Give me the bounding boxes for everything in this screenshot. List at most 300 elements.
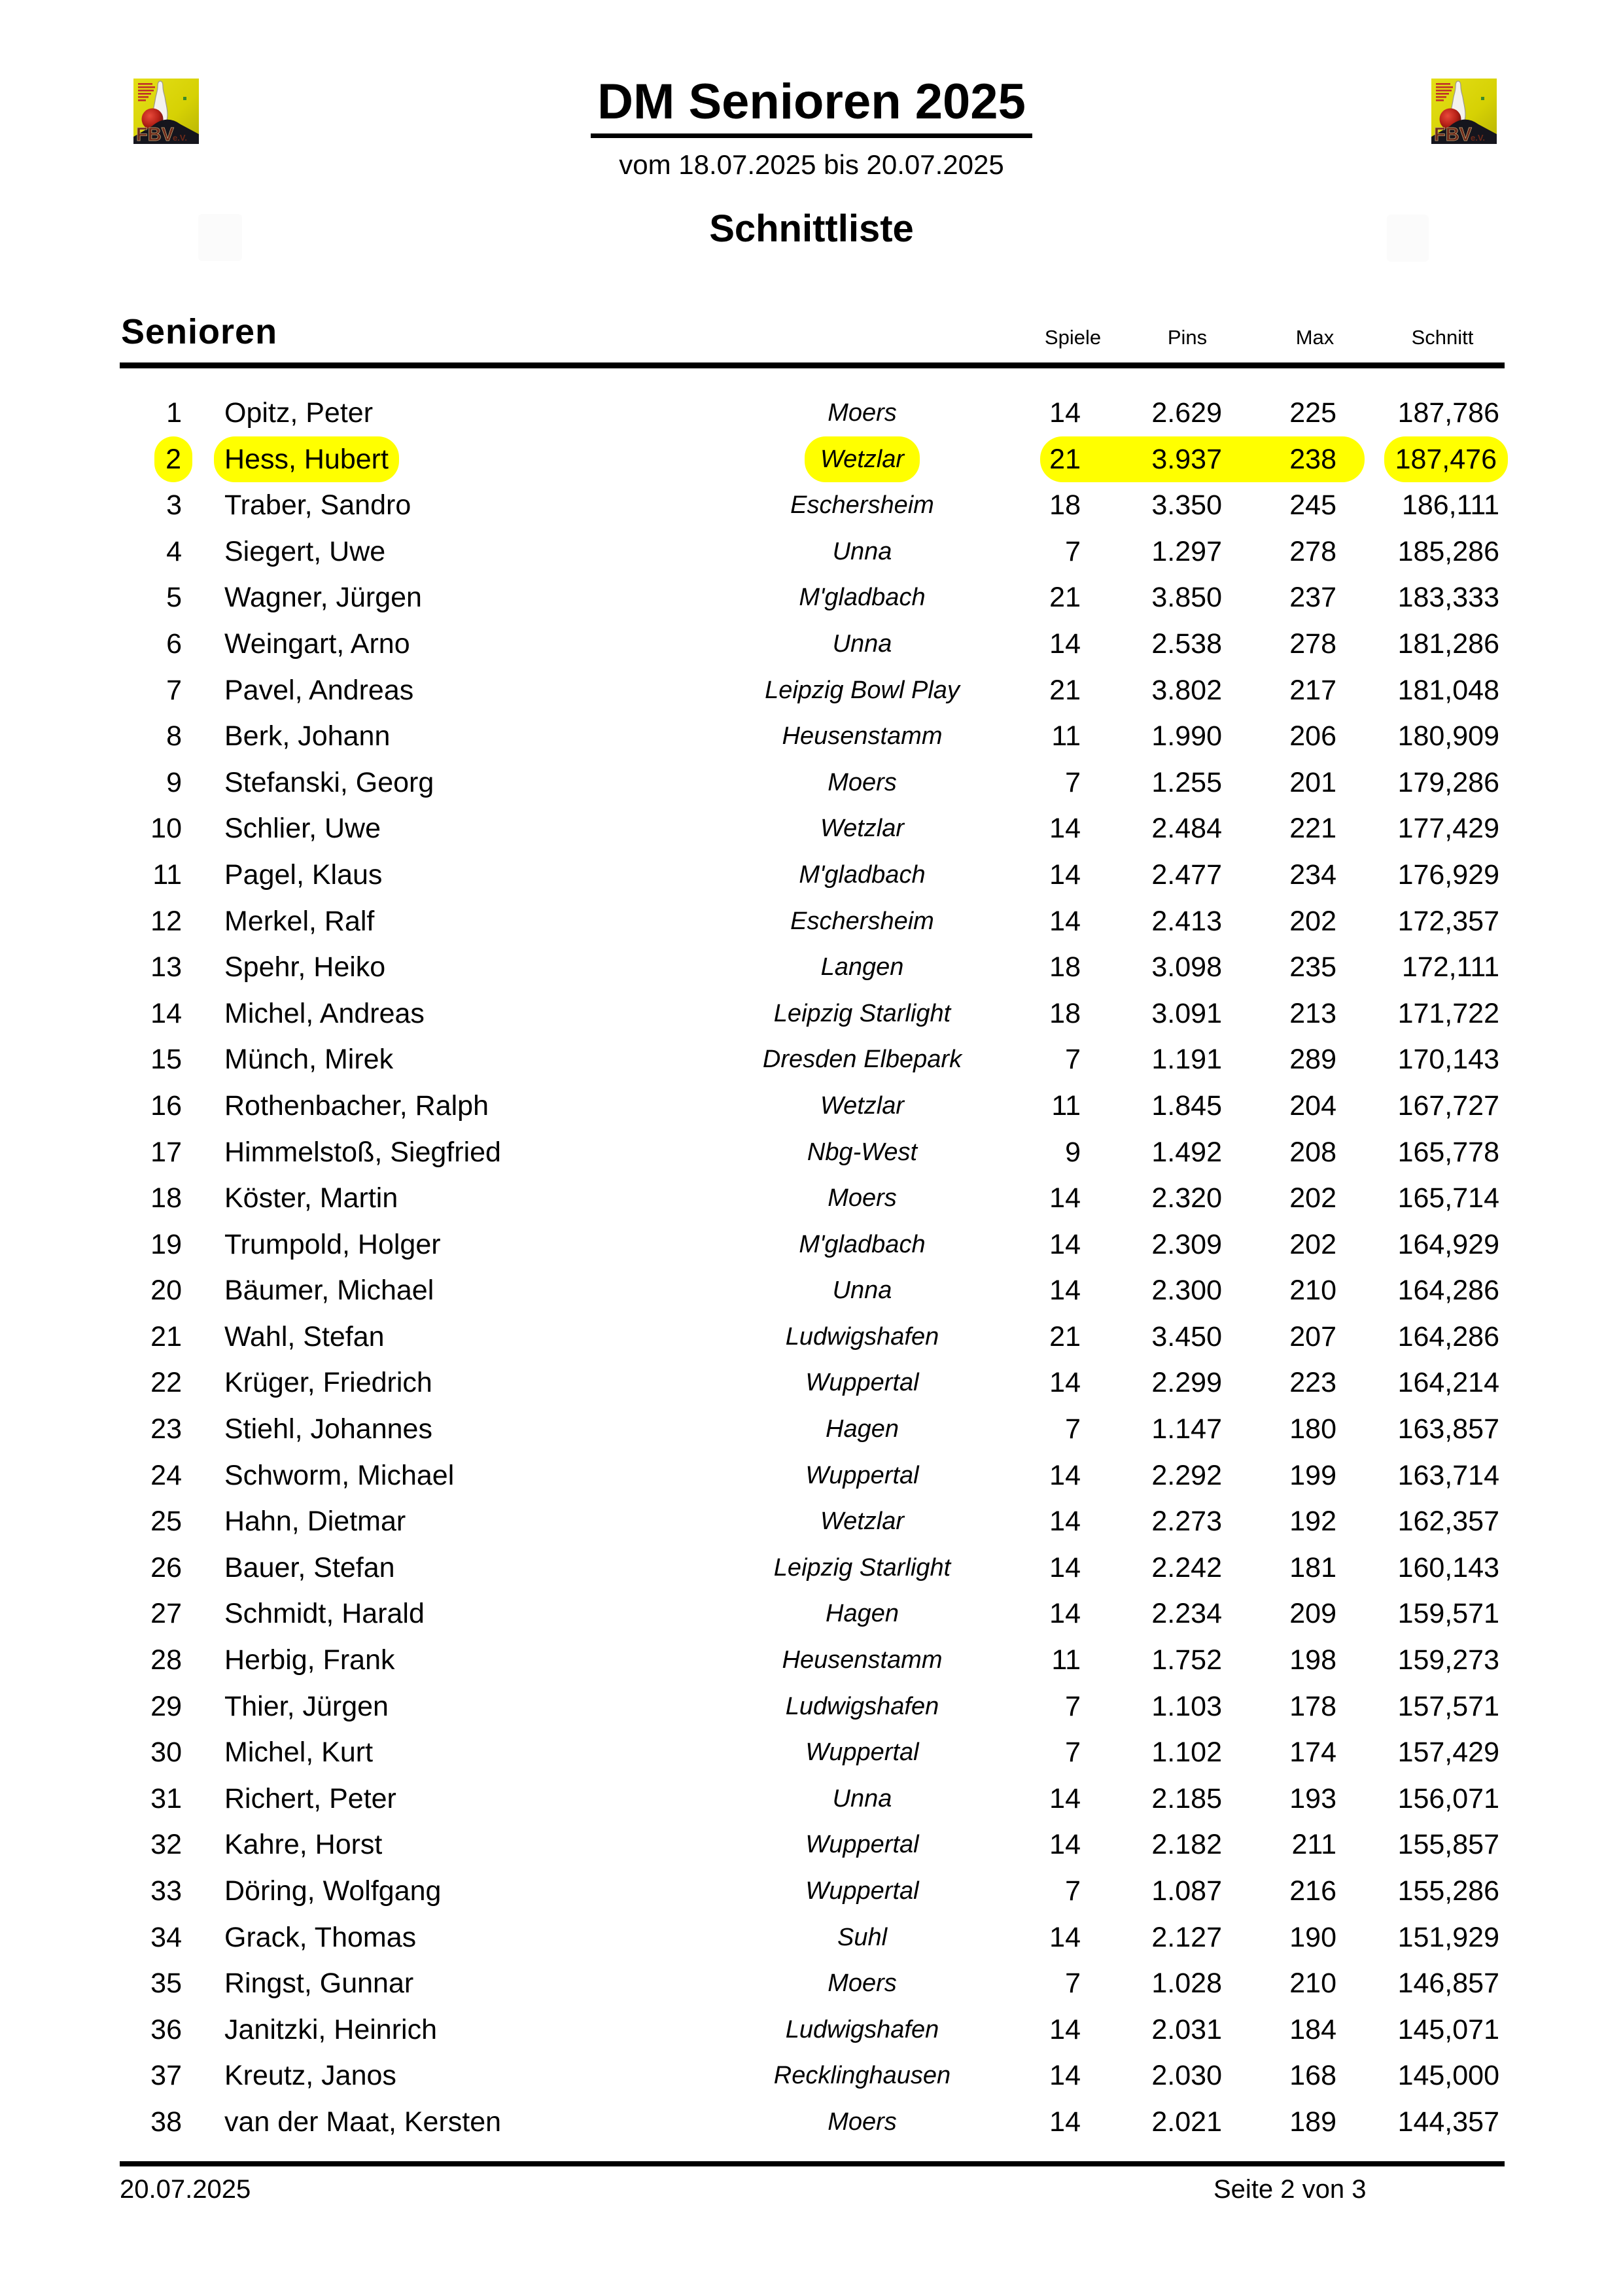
- table-row: [120, 436, 1499, 483]
- row-schnitt: 145,000: [1397, 2060, 1499, 2092]
- table-row: [120, 1868, 1499, 1915]
- row-club: Unna: [832, 629, 892, 658]
- row-max: 238: [1289, 443, 1336, 475]
- row-max: 234: [1289, 858, 1336, 891]
- row-player-name: Pagel, Klaus: [224, 858, 383, 891]
- row-player-name: Pavel, Andreas: [224, 674, 414, 706]
- row-player-name: Stiehl, Johannes: [224, 1413, 432, 1445]
- row-club: Wuppertal: [805, 1461, 919, 1489]
- row-spiele: 21: [1049, 582, 1081, 614]
- column-header-max: Max: [1295, 326, 1335, 349]
- row-spiele: 14: [1049, 1506, 1081, 1538]
- row-rank: 11: [152, 858, 182, 891]
- row-player-name: Hahn, Dietmar: [224, 1506, 406, 1538]
- row-max: 209: [1289, 1598, 1336, 1630]
- row-spiele: 14: [1049, 1921, 1081, 1953]
- row-spiele: 14: [1049, 1228, 1081, 1260]
- row-max: 221: [1289, 813, 1336, 845]
- row-max: 207: [1289, 1320, 1336, 1352]
- row-schnitt: 181,048: [1397, 674, 1499, 706]
- row-club: Dresden Elbepark: [762, 1046, 962, 1074]
- row-club: Moers: [828, 768, 897, 796]
- row-player-name: Merkel, Ralf: [224, 905, 375, 937]
- table-row: [120, 1637, 1499, 1684]
- table-row: [120, 2007, 1499, 2053]
- row-max: 278: [1289, 535, 1336, 567]
- row-pins: 1.147: [1151, 1413, 1222, 1445]
- row-player-name: Grack, Thomas: [224, 1921, 417, 1953]
- row-rank: 5: [166, 582, 182, 614]
- table-row: [120, 1360, 1499, 1406]
- row-player-name: Ringst, Gunnar: [224, 1968, 414, 2000]
- row-spiele: 14: [1049, 858, 1081, 891]
- column-header-schnitt: Schnitt: [1411, 326, 1474, 349]
- row-club: Eschersheim: [790, 907, 934, 935]
- row-max: 192: [1289, 1506, 1336, 1538]
- row-player-name: Wahl, Stefan: [224, 1320, 385, 1352]
- footer-divider: [120, 2161, 1505, 2166]
- row-rank: 9: [166, 766, 182, 798]
- row-spiele: 14: [1049, 397, 1081, 429]
- row-pins: 2.031: [1151, 2013, 1222, 2045]
- row-rank: 13: [150, 951, 182, 983]
- table-row: [120, 1776, 1499, 1822]
- row-schnitt: 163,857: [1397, 1413, 1499, 1445]
- table-row: [120, 852, 1499, 898]
- row-pins: 2.185: [1151, 1782, 1222, 1814]
- row-club: Leipzig Bowl Play: [765, 676, 960, 704]
- row-spiele: 18: [1049, 489, 1081, 521]
- row-player-name: Michel, Andreas: [224, 997, 425, 1029]
- row-spiele: 9: [1065, 1136, 1081, 1168]
- row-pins: 2.127: [1151, 1921, 1222, 1953]
- row-pins: 2.182: [1151, 1829, 1222, 1861]
- row-player-name: Rothenbacher, Ralph: [224, 1089, 489, 1122]
- row-schnitt: 181,286: [1397, 627, 1499, 660]
- table-row: [120, 390, 1499, 436]
- row-club: Wuppertal: [805, 1739, 919, 1767]
- row-pins: 3.350: [1151, 489, 1222, 521]
- list-title: Schnittliste: [709, 207, 914, 250]
- row-schnitt: 162,357: [1397, 1506, 1499, 1538]
- row-pins: 2.309: [1151, 1228, 1222, 1260]
- row-player-name: Schmidt, Harald: [224, 1598, 425, 1630]
- row-pins: 2.320: [1151, 1182, 1222, 1214]
- row-max: 181: [1289, 1551, 1336, 1583]
- row-rank: 26: [150, 1551, 182, 1583]
- row-max: 189: [1289, 2106, 1336, 2138]
- logo-text-small: e.V.: [173, 133, 187, 143]
- row-pins: 1.255: [1151, 766, 1222, 798]
- row-club: Eschersheim: [790, 491, 934, 520]
- row-player-name: Schlier, Uwe: [224, 813, 381, 845]
- row-max: 217: [1289, 674, 1336, 706]
- row-spiele: 14: [1049, 1182, 1081, 1214]
- row-pins: 1.297: [1151, 535, 1222, 567]
- table-row: [120, 1960, 1499, 2007]
- row-rank: 18: [150, 1182, 182, 1214]
- row-club: Unna: [832, 1784, 892, 1812]
- row-schnitt: 176,929: [1397, 858, 1499, 891]
- row-player-name: Hess, Hubert: [182, 436, 682, 483]
- row-spiele: 11: [1051, 1089, 1081, 1122]
- row-club: Wetzlar: [820, 1091, 905, 1120]
- row-player-name: Döring, Wolfgang: [224, 1875, 442, 1907]
- row-club: Ludwigshafen: [785, 2015, 939, 2043]
- row-schnitt: 165,714: [1397, 1182, 1499, 1214]
- row-max: 216: [1289, 1875, 1336, 1907]
- row-schnitt: 155,286: [1397, 1875, 1499, 1907]
- row-club: Wuppertal: [805, 1831, 919, 1859]
- row-player-name: Kreutz, Janos: [224, 2060, 396, 2092]
- table-header: [120, 300, 1499, 353]
- row-player-name: Richert, Peter: [224, 1782, 396, 1814]
- row-schnitt: 183,333: [1397, 582, 1499, 614]
- row-max: 225: [1289, 397, 1336, 429]
- row-pins: 1.028: [1151, 1968, 1222, 2000]
- row-spiele: 14: [1049, 1551, 1081, 1583]
- row-max: 206: [1289, 720, 1336, 752]
- row-club: Recklinghausen: [773, 2062, 951, 2090]
- row-spiele: 11: [1051, 1644, 1081, 1676]
- row-pins: 3.450: [1151, 1320, 1222, 1352]
- column-header-spiele: Spiele: [1044, 326, 1102, 349]
- row-spiele: 14: [1049, 905, 1081, 937]
- table-row: [120, 1083, 1499, 1129]
- table-row: [120, 1729, 1499, 1776]
- table-row: [120, 1545, 1499, 1591]
- row-pins: 1.191: [1151, 1044, 1222, 1076]
- row-club: Wetzlar: [820, 815, 905, 843]
- row-pins: 2.413: [1151, 905, 1222, 937]
- row-spiele: 7: [1065, 535, 1081, 567]
- row-club: Wetzlar: [682, 436, 1042, 483]
- row-spiele: 7: [1065, 1413, 1081, 1445]
- row-spiele: 14: [1049, 2106, 1081, 2138]
- row-rank: 32: [150, 1829, 182, 1861]
- row-player-name: Traber, Sandro: [224, 489, 411, 521]
- row-pins: 1.752: [1151, 1644, 1222, 1676]
- row-pins: 3.937: [1151, 443, 1222, 475]
- section-title: Senioren: [121, 312, 278, 351]
- table-row: [120, 898, 1499, 945]
- row-pins: 2.234: [1151, 1598, 1222, 1630]
- row-player-name: Bäumer, Michael: [224, 1275, 434, 1307]
- row-player-name: Köster, Martin: [224, 1182, 398, 1214]
- row-pins: 3.091: [1151, 997, 1222, 1029]
- table-row: [120, 1684, 1499, 1730]
- row-schnitt: 157,571: [1397, 1690, 1499, 1722]
- row-rank: 38: [150, 2106, 182, 2138]
- row-rank: 1: [166, 397, 182, 429]
- row-rank: 10: [150, 813, 182, 845]
- row-pins: 2.477: [1151, 858, 1222, 891]
- row-player-name: Trumpold, Holger: [224, 1228, 441, 1260]
- row-spiele: 7: [1065, 1875, 1081, 1907]
- row-spiele: 7: [1065, 766, 1081, 798]
- row-player-name: Krüger, Friedrich: [224, 1367, 432, 1399]
- row-player-name: Münch, Mirek: [224, 1044, 394, 1076]
- row-schnitt: 164,214: [1397, 1367, 1499, 1399]
- row-player-name: Kahre, Horst: [224, 1829, 383, 1861]
- row-club: Wuppertal: [805, 1877, 919, 1905]
- row-pins: 1.492: [1151, 1136, 1222, 1168]
- row-pins: 1.087: [1151, 1875, 1222, 1907]
- table-row: [120, 760, 1499, 806]
- row-spiele: 14: [1049, 1275, 1081, 1307]
- row-spiele: 14: [1049, 1598, 1081, 1630]
- row-rank: 12: [150, 905, 182, 937]
- row-pins: 1.990: [1151, 720, 1222, 752]
- row-spiele: 21: [1049, 1320, 1081, 1352]
- table-row: [120, 1222, 1499, 1268]
- row-rank: 22: [150, 1367, 182, 1399]
- row-player-name: van der Maat, Kersten: [224, 2106, 502, 2138]
- row-player-name: Bauer, Stefan: [224, 1551, 395, 1583]
- row-spiele: 14: [1049, 627, 1081, 660]
- row-rank: 8: [166, 720, 182, 752]
- row-spiele: 14: [1049, 1459, 1081, 1491]
- row-pins: 1.102: [1151, 1737, 1222, 1769]
- table-row: [120, 2053, 1499, 2099]
- row-max: 174: [1289, 1737, 1336, 1769]
- row-rank: 35: [150, 1968, 182, 2000]
- row-schnitt: 180,909: [1397, 720, 1499, 752]
- row-max: 168: [1289, 2060, 1336, 2092]
- row-club: Moers: [828, 2108, 897, 2136]
- row-spiele: 14: [1049, 2013, 1081, 2045]
- row-club: M'gladbach: [799, 860, 926, 889]
- footer-date: 20.07.2025: [120, 2175, 251, 2204]
- table-row: [120, 667, 1499, 714]
- table-row: [120, 529, 1499, 575]
- table-row: [120, 713, 1499, 760]
- row-schnitt: 151,929: [1397, 1921, 1499, 1953]
- row-rank: 16: [150, 1089, 182, 1122]
- row-spiele: 11: [1051, 720, 1081, 752]
- row-pins: 2.292: [1151, 1459, 1222, 1491]
- row-player-name: Schworm, Michael: [224, 1459, 455, 1491]
- document-title: [0, 76, 1623, 138]
- row-rank: 36: [150, 2013, 182, 2045]
- row-rank: 6: [166, 627, 182, 660]
- column-header-pins: Pins: [1167, 326, 1208, 349]
- row-schnitt: 155,857: [1397, 1829, 1499, 1861]
- row-rank: 3: [166, 489, 182, 521]
- row-player-name: Wagner, Jürgen: [224, 582, 422, 614]
- row-club: Unna: [832, 537, 892, 565]
- row-max: 278: [1289, 627, 1336, 660]
- row-max: 208: [1289, 1136, 1336, 1168]
- row-player-name: Spehr, Heiko: [224, 951, 386, 983]
- row-spiele: 18: [1049, 951, 1081, 983]
- svg-text:FBV: FBV: [1434, 124, 1472, 144]
- row-pins: 1.845: [1151, 1089, 1222, 1122]
- row-club: Heusenstamm: [782, 722, 943, 751]
- row-schnitt: 186,111: [1401, 489, 1499, 521]
- row-schnitt: 177,429: [1397, 813, 1499, 845]
- row-pins: 2.538: [1151, 627, 1222, 660]
- row-spiele: 14: [1049, 813, 1081, 845]
- row-pins: 2.021: [1151, 2106, 1222, 2138]
- row-schnitt: 159,273: [1397, 1644, 1499, 1676]
- row-max: 211: [1291, 1829, 1336, 1861]
- row-schnitt: 156,071: [1397, 1782, 1499, 1814]
- row-player-name: Janitzki, Heinrich: [224, 2013, 437, 2045]
- row-rank: 31: [150, 1782, 182, 1814]
- row-pins: 1.103: [1151, 1690, 1222, 1722]
- row-schnitt: 172,111: [1401, 951, 1499, 983]
- row-rank: 17: [150, 1136, 182, 1168]
- row-max: 180: [1289, 1413, 1336, 1445]
- row-player-name: Himmelstoß, Siegfried: [224, 1136, 501, 1168]
- row-pins: 2.030: [1151, 2060, 1222, 2092]
- row-max: 190: [1289, 1921, 1336, 1953]
- row-club: Hagen: [826, 1600, 899, 1628]
- row-rank: 27: [150, 1598, 182, 1630]
- row-rank: 37: [150, 2060, 182, 2092]
- row-schnitt: 159,571: [1397, 1598, 1499, 1630]
- row-spiele: 14: [1049, 2060, 1081, 2092]
- row-max: 202: [1289, 1228, 1336, 1260]
- row-schnitt: 179,286: [1397, 766, 1499, 798]
- svg-text:e.V.: e.V.: [1471, 133, 1485, 143]
- table-row: [120, 1591, 1499, 1637]
- row-max: 245: [1289, 489, 1336, 521]
- row-rank: 24: [150, 1459, 182, 1491]
- row-spiele: 14: [1049, 1782, 1081, 1814]
- logo-text: FBV: [136, 124, 174, 144]
- row-max: 210: [1289, 1275, 1336, 1307]
- row-pins: 2.629: [1151, 397, 1222, 429]
- table-row: [120, 805, 1499, 852]
- row-schnitt: 165,778: [1397, 1136, 1499, 1168]
- row-max: 199: [1289, 1459, 1336, 1491]
- row-rank: 19: [150, 1228, 182, 1260]
- table-row: [120, 1498, 1499, 1545]
- row-max: 198: [1289, 1644, 1336, 1676]
- table-row: [120, 1822, 1499, 1868]
- row-club: Suhl: [837, 1923, 888, 1951]
- row-club: Unna: [832, 1277, 892, 1305]
- row-spiele: 7: [1065, 1968, 1081, 2000]
- row-club: Hagen: [826, 1415, 899, 1443]
- row-club: Nbg-West: [807, 1138, 918, 1166]
- row-pins: 2.273: [1151, 1506, 1222, 1538]
- row-player-name: Weingart, Arno: [224, 627, 410, 660]
- row-rank: 29: [150, 1690, 182, 1722]
- row-spiele: 7: [1065, 1044, 1081, 1076]
- row-max: 184: [1289, 2013, 1336, 2045]
- row-rank: 14: [150, 997, 182, 1029]
- row-pins: 2.299: [1151, 1367, 1222, 1399]
- table-row: [120, 1314, 1499, 1360]
- table-row: [120, 482, 1499, 529]
- row-schnitt: 187,476: [1336, 436, 1499, 483]
- row-schnitt: 146,857: [1397, 1968, 1499, 2000]
- row-player-name: Opitz, Peter: [224, 397, 374, 429]
- row-max: 204: [1289, 1089, 1336, 1122]
- row-max: 237: [1289, 582, 1336, 614]
- row-club: Langen: [820, 953, 904, 981]
- row-schnitt: 164,929: [1397, 1228, 1499, 1260]
- row-club: Ludwigshafen: [785, 1322, 939, 1351]
- table-row: [120, 1129, 1499, 1176]
- row-pins: 2.242: [1151, 1551, 1222, 1583]
- row-schnitt: 157,429: [1397, 1737, 1499, 1769]
- row-pins: 2.300: [1151, 1275, 1222, 1307]
- row-club: Leipzig Starlight: [773, 999, 951, 1027]
- document-title-text: DM Senioren 2025: [591, 76, 1032, 138]
- row-club: Moers: [828, 399, 897, 427]
- row-club: Leipzig Starlight: [773, 1553, 951, 1581]
- row-rank: 15: [150, 1044, 182, 1076]
- row-pins: 3.850: [1151, 582, 1222, 614]
- row-rank: 34: [150, 1921, 182, 1953]
- row-schnitt: 164,286: [1397, 1320, 1499, 1352]
- row-schnitt: 172,357: [1397, 905, 1499, 937]
- row-rank: 20: [150, 1275, 182, 1307]
- row-rank: 33: [150, 1875, 182, 1907]
- row-spiele: 14: [1049, 1829, 1081, 1861]
- row-player-name: Michel, Kurt: [224, 1737, 374, 1769]
- row-max: 201: [1289, 766, 1336, 798]
- row-club: Ludwigshafen: [785, 1692, 939, 1720]
- table-row: [120, 1453, 1499, 1499]
- row-spiele: 7: [1065, 1690, 1081, 1722]
- table-row: [120, 944, 1499, 991]
- row-club: Wetzlar: [820, 1508, 905, 1536]
- row-max: 178: [1289, 1690, 1336, 1722]
- row-max: 213: [1289, 997, 1336, 1029]
- row-max: 289: [1289, 1044, 1336, 1076]
- row-max: 210: [1289, 1968, 1336, 2000]
- row-rank: 4: [166, 535, 182, 567]
- row-player-name: Herbig, Frank: [224, 1644, 395, 1676]
- table-row: [120, 1406, 1499, 1453]
- row-schnitt: 144,357: [1397, 2106, 1499, 2138]
- row-max: 235: [1289, 951, 1336, 983]
- row-max: 202: [1289, 905, 1336, 937]
- table-row: [120, 574, 1499, 621]
- table-row: [120, 1267, 1499, 1314]
- row-schnitt: 160,143: [1397, 1551, 1499, 1583]
- row-club: Moers: [828, 1184, 897, 1212]
- row-player-name: Stefanski, Georg: [224, 766, 434, 798]
- table-row: [120, 1915, 1499, 1961]
- row-schnitt: 145,071: [1397, 2013, 1499, 2045]
- row-spiele: 21: [1049, 674, 1081, 706]
- row-player-name: Thier, Jürgen: [224, 1690, 389, 1722]
- header-divider: [120, 362, 1505, 368]
- row-spiele: 18: [1049, 997, 1081, 1029]
- table-row: [120, 1036, 1499, 1083]
- row-club: Heusenstamm: [782, 1646, 943, 1674]
- row-rank: 25: [150, 1506, 182, 1538]
- table-row: [120, 1175, 1499, 1222]
- row-schnitt: 164,286: [1397, 1275, 1499, 1307]
- row-rank: 23: [150, 1413, 182, 1445]
- table-row: [120, 621, 1499, 667]
- row-rank: 30: [150, 1737, 182, 1769]
- row-pins: 3.802: [1151, 674, 1222, 706]
- row-max: 193: [1289, 1782, 1336, 1814]
- row-player-name: Berk, Johann: [224, 720, 391, 752]
- table-row: [120, 2099, 1499, 2146]
- row-pins: 3.098: [1151, 951, 1222, 983]
- row-schnitt: 163,714: [1397, 1459, 1499, 1491]
- row-club: M'gladbach: [799, 1230, 926, 1258]
